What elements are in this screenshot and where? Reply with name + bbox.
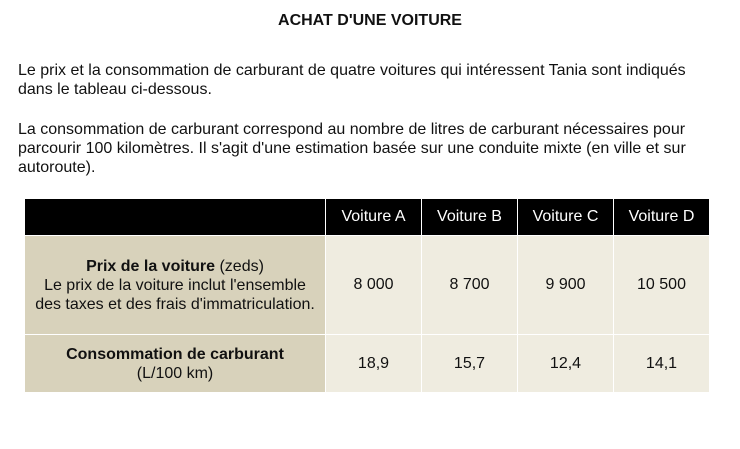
- definition-paragraph: La consommation de carburant correspond au nombre de litres de carburant nécessaires pour parcourir 100 kilomètres. Il s'agit d'une estimation basée sur une conduite mixte (en ville et sur autoroute).: [18, 121, 686, 176]
- price-label: Prix de la voiture: [86, 257, 216, 275]
- table-row-consumption: [25, 335, 710, 393]
- consumption-label: Consommation de carburant: [66, 345, 284, 363]
- price-car-b: 8 700: [422, 236, 518, 335]
- price-unit: (zeds): [215, 257, 264, 275]
- column-header-car-c: Voiture C: [518, 199, 614, 236]
- column-header-car-a: Voiture A: [326, 199, 422, 236]
- price-car-d: 10 500: [614, 236, 710, 335]
- table-row-price: [25, 236, 710, 335]
- column-header-car-b: Voiture B: [422, 199, 518, 236]
- intro-paragraph: Le prix et la consommation de carburant de quatre voitures qui intéressent Tania sont indiqués dans le tableau ci-dessous.: [18, 62, 686, 98]
- consumption-car-c: 12,4: [518, 335, 614, 393]
- price-car-c: 9 900: [518, 236, 614, 335]
- column-header-car-d: Voiture D: [614, 199, 710, 236]
- row-header-price: [25, 236, 326, 335]
- consumption-car-a: 18,9: [326, 335, 422, 393]
- row-header-consumption: [25, 335, 326, 393]
- consumption-car-b: 15,7: [422, 335, 518, 393]
- consumption-unit: (L/100 km): [136, 364, 214, 382]
- consumption-car-d: 14,1: [614, 335, 710, 393]
- table-header-row: [25, 199, 710, 236]
- cars-table: [24, 198, 710, 393]
- price-car-a: 8 000: [326, 236, 422, 335]
- price-note: Le prix de la voiture inclut l'ensemble des taxes et des frais d'immatriculation.: [35, 276, 315, 313]
- page-title: ACHAT D'UNE VOITURE: [278, 12, 462, 29]
- header-empty-cell: [25, 199, 326, 236]
